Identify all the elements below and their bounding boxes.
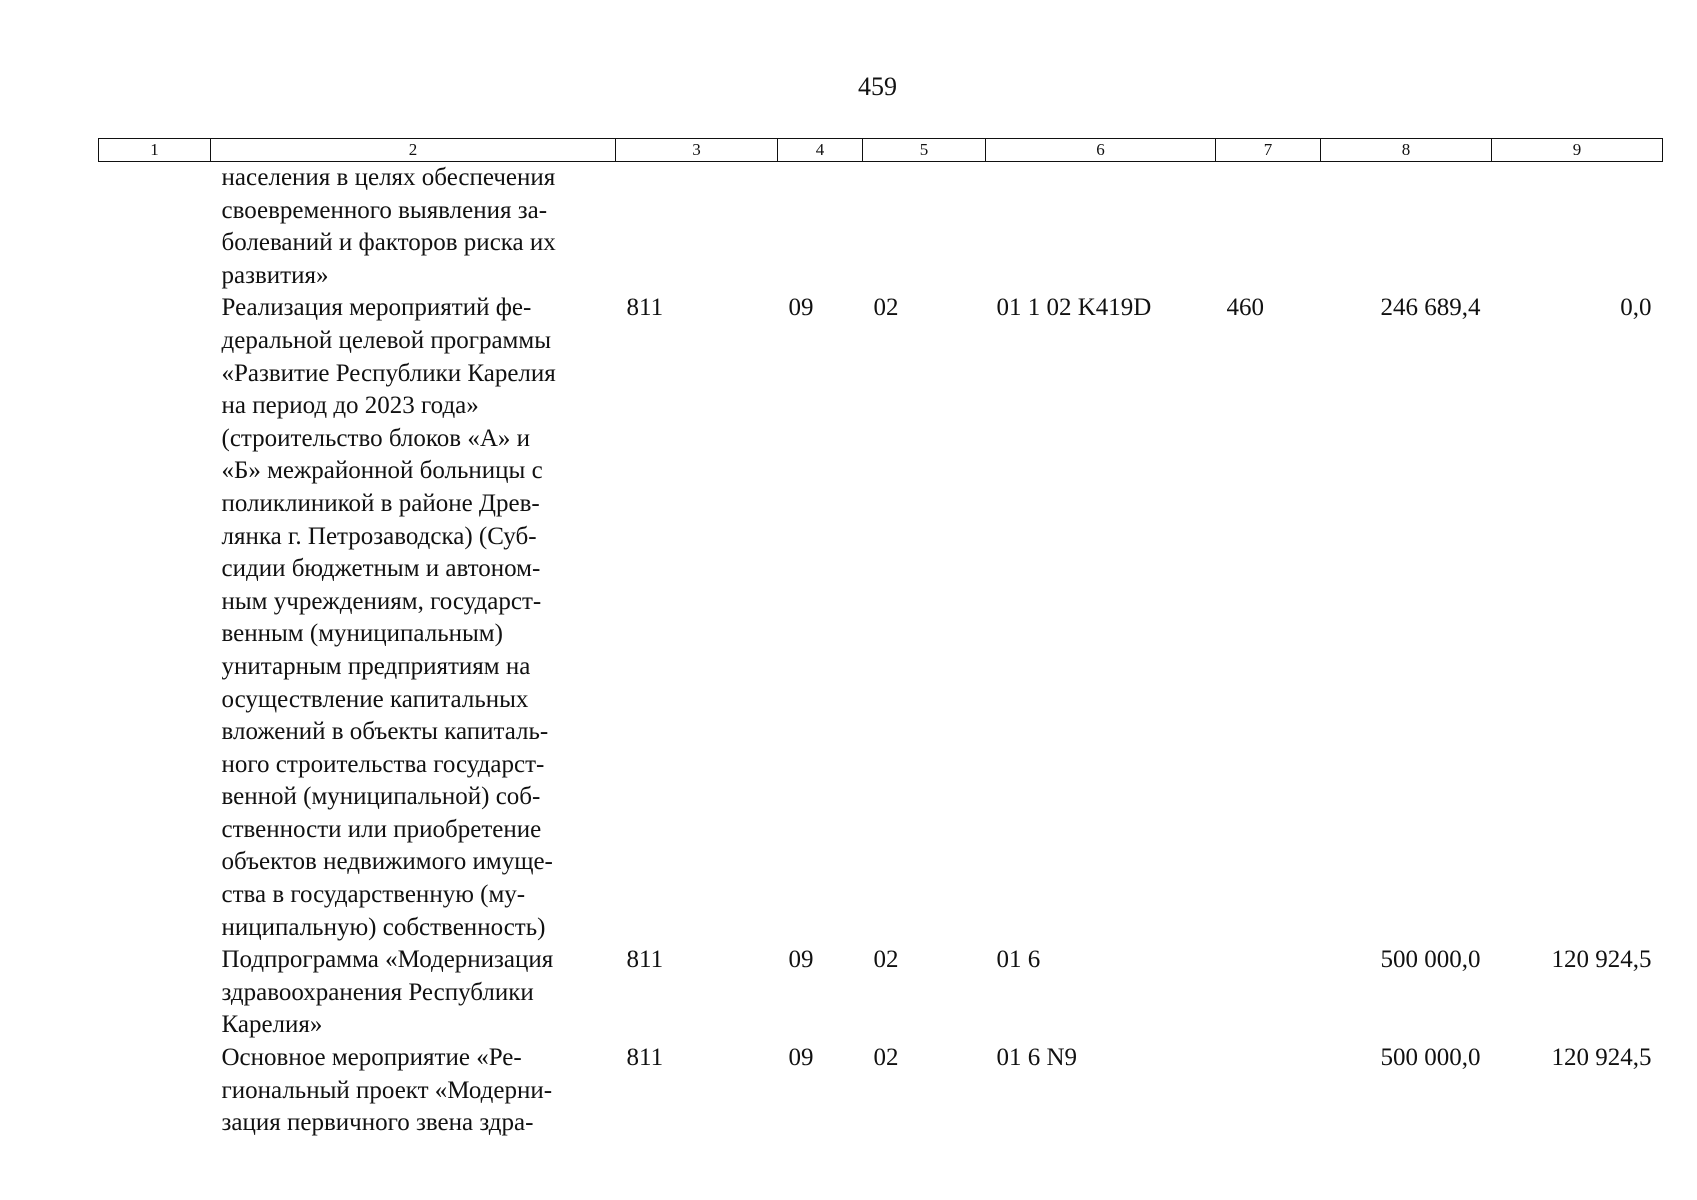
column-numbers-row <box>99 139 1663 162</box>
name-line: венной (муниципальной) соб- <box>221 783 541 811</box>
name-line: венным (муниципальным) <box>221 620 503 648</box>
cell-col1 <box>99 1042 211 1140</box>
cell-col6: 01 1 02 K419D <box>996 294 1152 322</box>
name-line: населения в целях обеспечения <box>221 164 556 191</box>
table-row <box>99 944 1663 1042</box>
name-line: объектов недвижимого имуще- <box>221 848 553 876</box>
cell-col6 <box>986 162 1216 293</box>
cell-col3: 811 <box>626 1044 664 1072</box>
column-header-4: 4 <box>778 139 863 162</box>
name-line: Основное мероприятие «Ре- <box>221 1044 522 1072</box>
column-header-5: 5 <box>863 139 986 162</box>
name-line: здравоохранения Республики <box>221 978 534 1006</box>
name-line: Реализация мероприятий фе- <box>221 294 532 322</box>
name-line: осуществление капитальных <box>221 685 529 713</box>
name-line: болеваний и факторов риска их <box>221 229 556 257</box>
cell-col4 <box>778 162 863 293</box>
name-line: своевременного выявления за- <box>221 196 548 224</box>
cell-col9 <box>1492 162 1663 293</box>
cell-name <box>211 944 616 1042</box>
cell-col6: 01 6 N9 <box>996 1044 1078 1072</box>
cell-col7 <box>1216 944 1321 1042</box>
name-line: ственности или приобретение <box>221 815 542 843</box>
name-line: ниципальную) собственность) <box>221 913 546 941</box>
name-line: Подпрограмма «Модернизация <box>221 946 554 974</box>
name-line: лянка г. Петрозаводска) (Суб- <box>221 522 537 550</box>
cell-col1 <box>99 162 211 293</box>
cell-col7: 460 <box>1226 294 1264 322</box>
cell-name <box>211 292 616 944</box>
cell-col5: 02 <box>873 946 899 974</box>
name-line: на период до 2023 года» <box>221 392 479 420</box>
name-line: «Б» межрайонной больницы с <box>221 457 543 485</box>
cell-col8: 500 000,0 <box>1380 946 1481 974</box>
name-line: поликлиникой в районе Древ- <box>221 489 540 517</box>
column-header-6: 6 <box>986 139 1216 162</box>
cell-col4: 09 <box>788 946 814 974</box>
cell-col4: 09 <box>788 294 814 322</box>
column-header-7: 7 <box>1216 139 1321 162</box>
column-header-3: 3 <box>616 139 778 162</box>
cell-col9: 0,0 <box>1620 294 1652 322</box>
cell-col8 <box>1321 162 1492 293</box>
cell-col5: 02 <box>873 1044 899 1072</box>
column-header-8: 8 <box>1321 139 1492 162</box>
table-row <box>99 162 1663 293</box>
name-line: унитарным предприятиям на <box>221 652 531 680</box>
table-body <box>99 162 1663 1140</box>
cell-col7 <box>1216 1042 1321 1140</box>
cell-col7 <box>1216 162 1321 293</box>
cell-col3 <box>616 162 778 293</box>
name-line: «Развитие Республики Карелия <box>221 359 556 387</box>
cell-col8: 246 689,4 <box>1380 294 1481 322</box>
cell-col6: 01 6 <box>996 946 1041 974</box>
cell-col5: 02 <box>873 294 899 322</box>
name-line: сидии бюджетным и автоном- <box>221 555 541 583</box>
cell-col9: 120 924,5 <box>1551 946 1652 974</box>
cell-name <box>211 162 616 293</box>
cell-col3: 811 <box>626 946 664 974</box>
column-header-9: 9 <box>1492 139 1663 162</box>
budget-table <box>98 138 1663 1140</box>
name-line: зация первичного звена здра- <box>221 1109 534 1137</box>
cell-col9: 120 924,5 <box>1551 1044 1652 1072</box>
table-row <box>99 292 1663 944</box>
name-line: ного строительства государст- <box>221 750 545 778</box>
name-line: Карелия» <box>221 1011 323 1039</box>
name-line: (строительство блоков «А» и <box>221 424 531 452</box>
name-line: гиональный проект «Модерни- <box>221 1076 553 1104</box>
name-line: ным учреждениям, государст- <box>221 587 542 615</box>
column-header-2: 2 <box>211 139 616 162</box>
table-header <box>99 139 1663 162</box>
cell-col1 <box>99 292 211 944</box>
table-row <box>99 1042 1663 1140</box>
cell-col8: 500 000,0 <box>1380 1044 1481 1072</box>
cell-col3: 811 <box>626 294 664 322</box>
cell-name <box>211 1042 616 1140</box>
page-number: 459 <box>858 72 897 101</box>
name-line: вложений в объекты капиталь- <box>221 718 549 746</box>
cell-col1 <box>99 944 211 1042</box>
name-line: ства в государственную (му- <box>221 881 526 909</box>
name-line: деральной целевой программы <box>221 326 551 354</box>
cell-col4: 09 <box>788 1044 814 1072</box>
name-line: развития» <box>221 261 329 289</box>
column-header-1: 1 <box>99 139 211 162</box>
cell-col5 <box>863 162 986 293</box>
